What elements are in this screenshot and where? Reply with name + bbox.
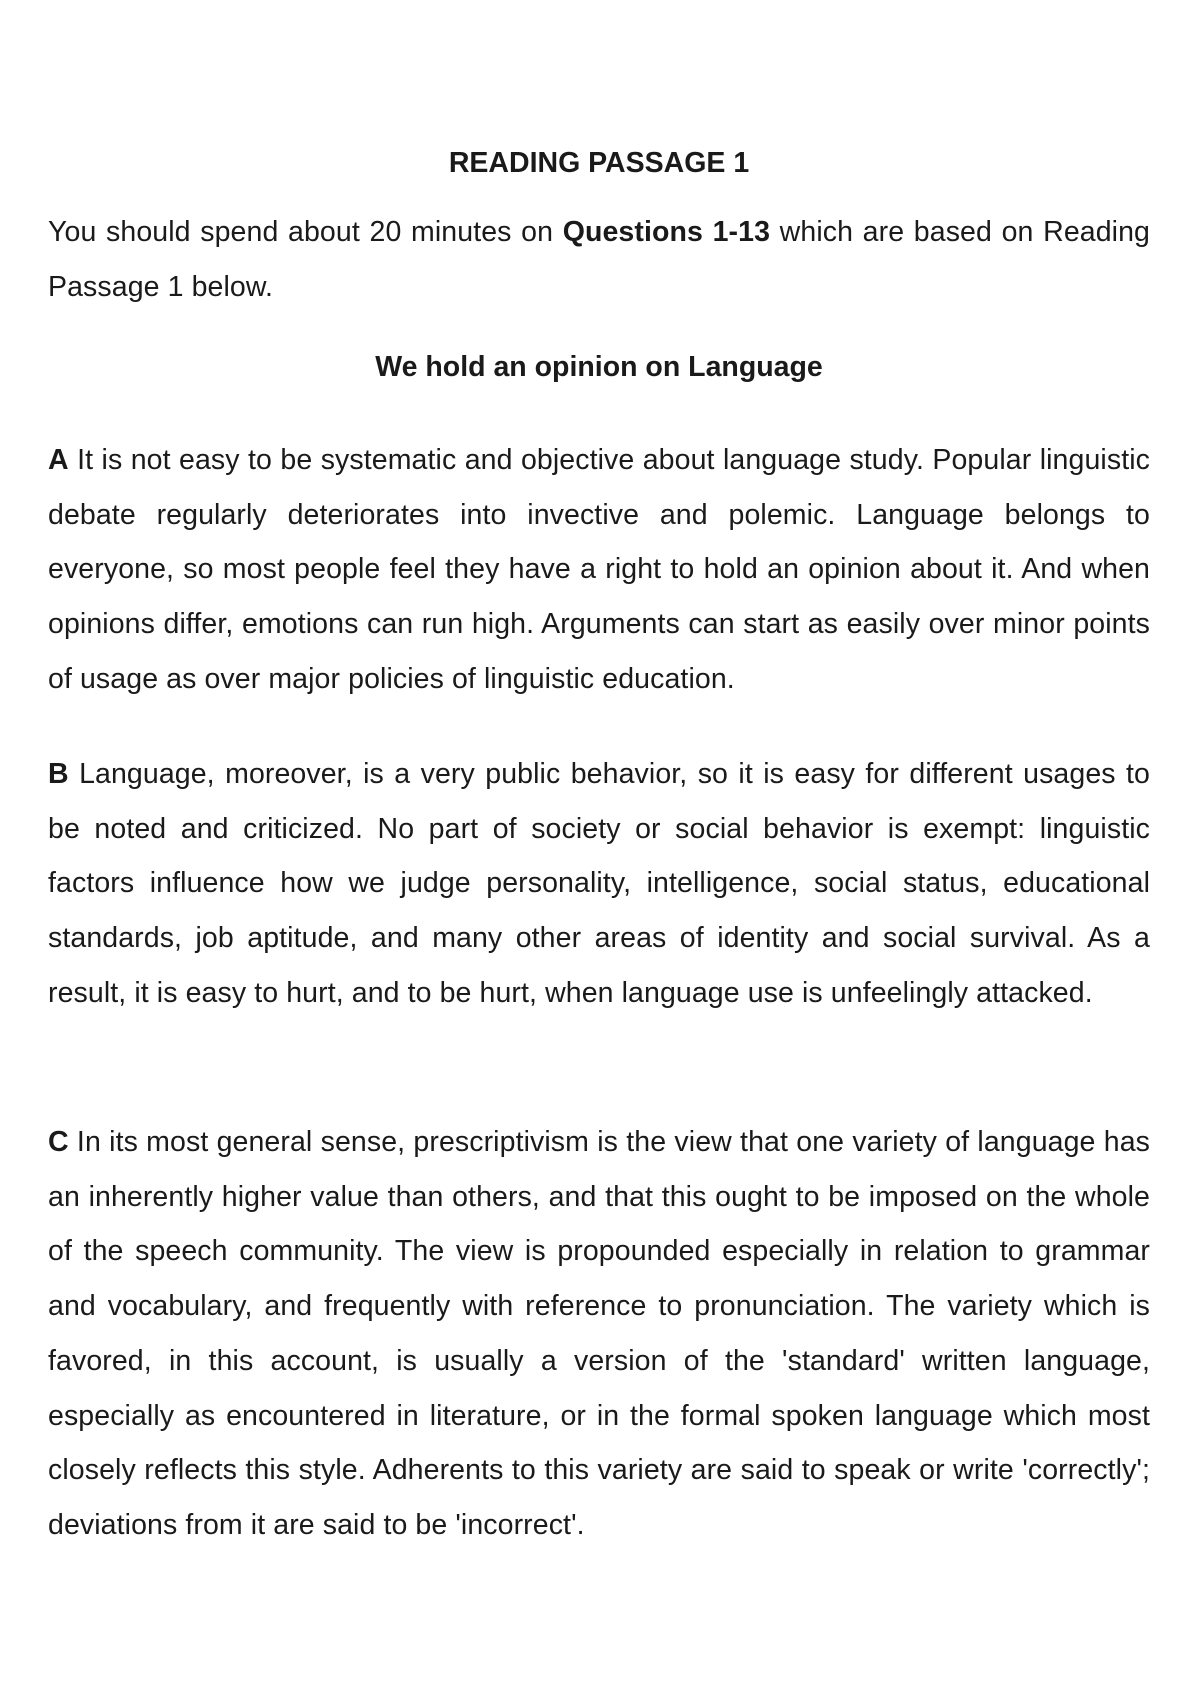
instructions-text-after: which are based on Reading Passage 1 below.: [48, 216, 1150, 303]
paragraph-text: It is not easy to be systematic and objective about language study. Popular linguistic debate regularly deteriorates into invective and polemic. Language belongs to everyone, so most people feel they have a right to hold an opinion about it. And when opinions differ, emotions can run high. Arguments can start as easily over minor points of usage as over major policies of linguistic education.: [48, 444, 1150, 695]
passage-heading: READING PASSAGE 1: [448, 147, 750, 179]
instructions-questions-range: Questions 1-13: [562, 216, 771, 248]
article-title: We hold an opinion on Language: [375, 351, 823, 383]
instructions-text-before: You should spend about 20 minutes on: [48, 216, 563, 248]
paragraph-text: In its most general sense, prescriptivism is the view that one variety of language has an inherently higher value than others, and that this ought to be imposed on the whole of the speech community. The view is propounded especially in relation to grammar and vocabulary, and frequently with reference to pronunciation. The variety which is favored, in this account, is usually a version of the 'standard' written language, especially as encountered in literature, or in the formal spoken language which most closely reflects this style. Adherents to this variety are said to speak or write 'correctly'; deviations from it are said to be 'incorrect'.: [48, 1126, 1150, 1541]
paragraph-letter: A: [48, 444, 69, 476]
paragraph-letter: C: [48, 1126, 69, 1158]
paragraph-c: [48, 1115, 1150, 1553]
paragraph-b: [48, 747, 1150, 1021]
paragraph-a: [48, 433, 1150, 707]
paragraph-text: Language, moreover, is a very public behavior, so it is easy for different usages to be noted and criticized. No part of society or social behavior is exempt: linguistic factors influence how we judge personality, intelligence, social status, educational standards, job aptitude, and many other areas of identity and social survival. As a result, it is easy to hurt, and to be hurt, when language use is unfeelingly attacked.: [48, 758, 1150, 1009]
paragraph-letter: B: [48, 758, 69, 790]
instructions-paragraph: [48, 205, 1150, 314]
